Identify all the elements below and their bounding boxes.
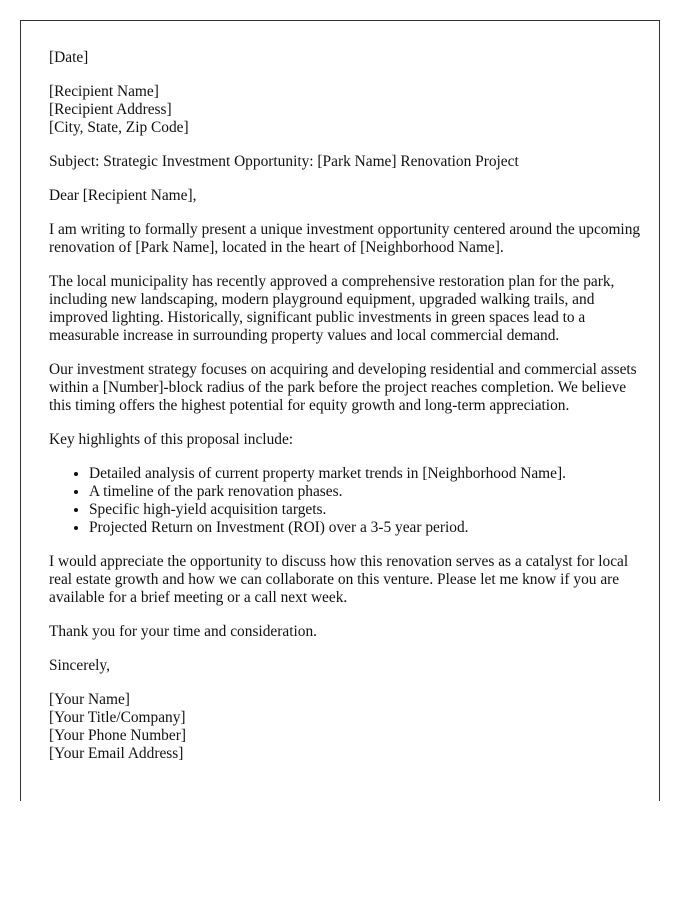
- highlights-intro: Key highlights of this proposal include:: [49, 431, 294, 448]
- sender-name: [Your Name]: [49, 691, 130, 708]
- letter-salutation: Dear [Recipient Name],: [49, 187, 197, 204]
- thanks-paragraph: Thank you for your time and consideration.: [49, 623, 317, 640]
- highlight-item: • A timeline of the park renovation phases.: [89, 483, 649, 501]
- intro-paragraph: I am writing to formally present a unique investment opportunity centered around the upcoming renovation of [Park Name], located in the heart of [Neighborhood Name].: [49, 221, 641, 256]
- recipient-block: [49, 83, 649, 137]
- letter-page: [20, 20, 660, 801]
- sender-email: [Your Email Address]: [49, 745, 184, 762]
- sender-phone: [Your Phone Number]: [49, 727, 186, 744]
- municipality-paragraph: The local municipality has recently approved a comprehensive restoration plan for the park, including new landscaping, modern playground equipment, upgraded walking trails, and improved lighting. Historically, significant public investments in green spaces lead to a measurable increase in surrounding property values and local commercial demand.: [49, 273, 615, 344]
- highlight-item: • Detailed analysis of current property market trends in [Neighborhood Name].: [89, 465, 649, 483]
- sender-block: [49, 691, 649, 763]
- recipient-address: [Recipient Address]: [49, 101, 172, 118]
- strategy-paragraph: Our investment strategy focuses on acquiring and developing residential and commercial assets within a [Number]-block radius of the park before the project reaches completion. We believe this timing offers the highest potential for equity growth and long-term appreciation.: [49, 361, 637, 414]
- discussion-paragraph: I would appreciate the opportunity to discuss how this renovation serves as a catalyst for local real estate growth and how we can collaborate on this venture. Please let me know if you are available for a brief meeting or a call next week.: [49, 553, 629, 606]
- recipient-name: [Recipient Name]: [49, 83, 159, 100]
- sender-title-company: [Your Title/Company]: [49, 709, 186, 726]
- sign-off: Sincerely,: [49, 657, 110, 674]
- recipient-city-state-zip: [City, State, Zip Code]: [49, 119, 189, 136]
- highlights-list: [49, 465, 649, 537]
- highlight-item: • Projected Return on Investment (ROI) over a 3-5 year period.: [89, 519, 649, 537]
- letter-content: [49, 49, 649, 779]
- letter-subject: Subject: Strategic Investment Opportunity: [Park Name] Renovation Project: [49, 153, 519, 170]
- letter-date: [Date]: [49, 49, 89, 66]
- highlight-item: • Specific high-yield acquisition targets.: [89, 501, 649, 519]
